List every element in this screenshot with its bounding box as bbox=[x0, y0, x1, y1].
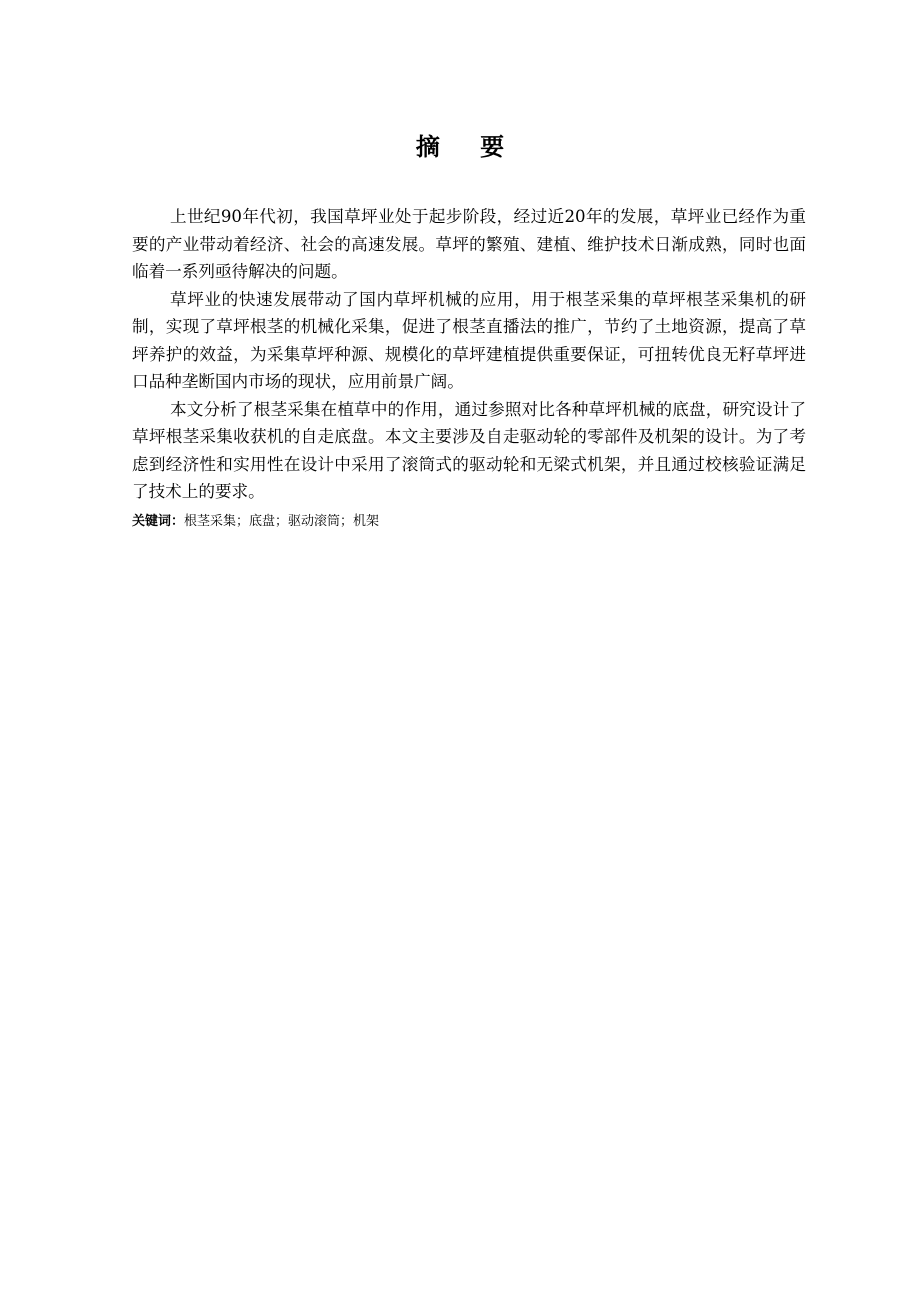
keywords-list: 根茎采集；底盘；驱动滚筒；机架 bbox=[184, 514, 380, 529]
abstract-body bbox=[132, 203, 806, 506]
abstract-title: 摘 要 bbox=[415, 133, 521, 161]
abstract-paragraph-2: 草坪业的快速发展带动了国内草坪机械的应用，用于根茎采集的草坪根茎采集机的研制，实现了草坪根茎的机械化采集，促进了根茎直播法的推广，节约了土地资源，提高了草坪养护的效益，为采集草坪种源、规模化的草坪建植提供重要保证，可扭转优良无籽草坪进口品种垄断国内市场的现状，应用前景广阔。 bbox=[132, 289, 806, 391]
abstract-paragraph-1: 上世纪90年代初，我国草坪业处于起步阶段，经过近20年的发展，草坪业已经作为重要的产业带动着经济、社会的高速发展。草坪的繁殖、建植、维护技术日渐成熟，同时也面临着一系列亟待解决的问题。 bbox=[132, 207, 806, 281]
keywords-label: 关键词： bbox=[132, 514, 185, 529]
keywords-line bbox=[132, 512, 806, 532]
abstract-paragraph-3: 本文分析了根茎采集在植草中的作用，通过参照对比各种草坪机械的底盘，研究设计了草坪根茎采集收获机的自走底盘。本文主要涉及自走驱动轮的零部件及机架的设计。为了考虑到经济性和实用性在设计中采用了滚筒式的驱动轮和无梁式机架，并且通过校核验证满足了技术上的要求。 bbox=[132, 399, 806, 501]
